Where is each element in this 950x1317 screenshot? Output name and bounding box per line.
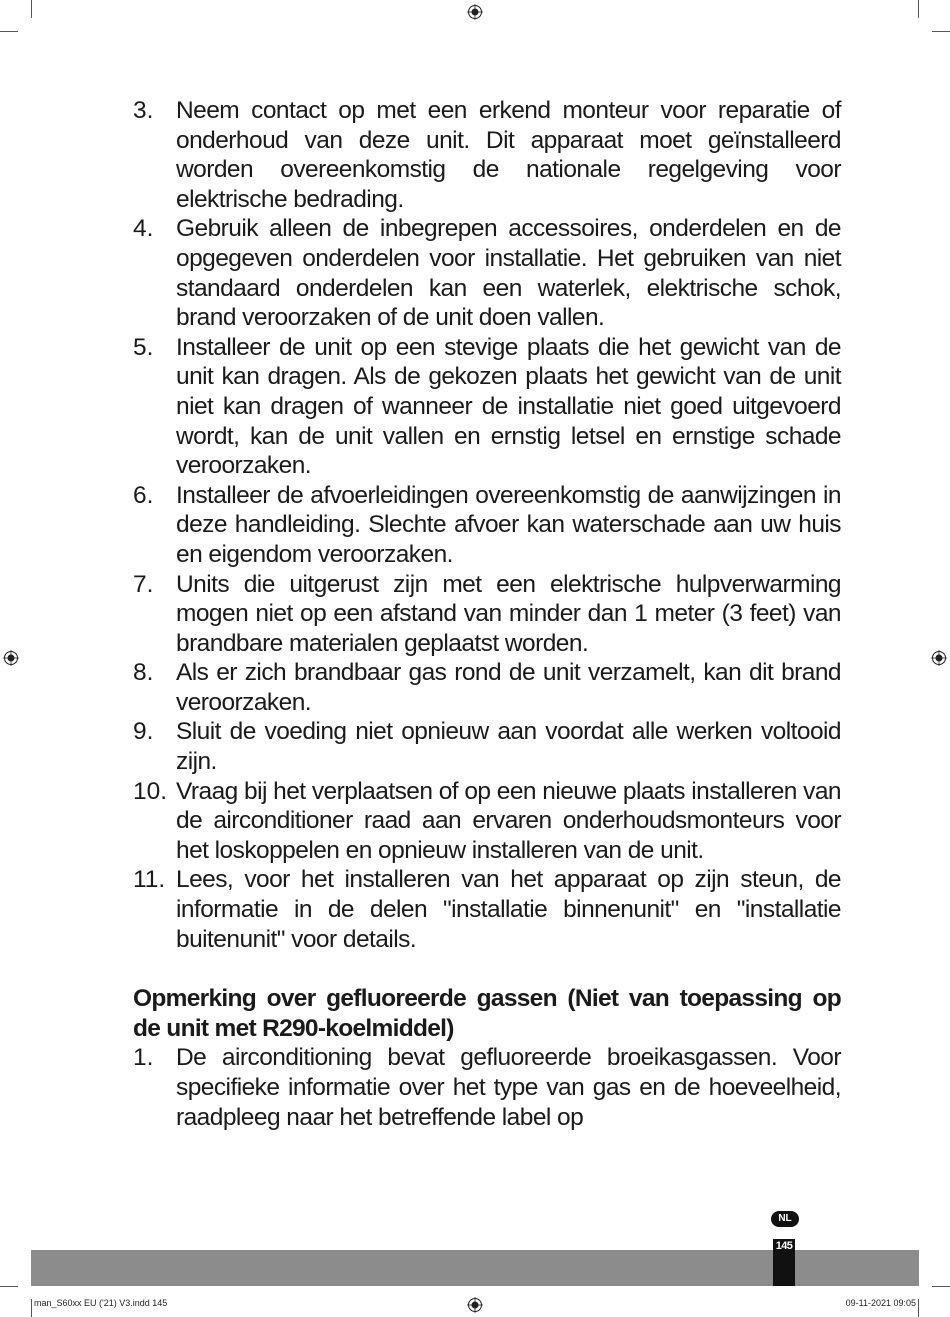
- list-text: Sluit de voeding niet opnieuw aan voordat alle werken voltooid zijn.: [176, 718, 841, 776]
- crop-mark: [31, 1299, 32, 1317]
- date-slug: 09-11-2021 09:05: [845, 1298, 916, 1308]
- list-item: [133, 865, 841, 954]
- list-text: Units die uitgerust zijn met een elektrische hulpverwarming mogen niet op een afstand van minder dan 1 meter (3 feet) van brandbare materialen geplaatst worden.: [176, 570, 841, 657]
- file-slug: man_S60xx EU ('21) V3.indd 145: [34, 1298, 168, 1308]
- list-number: 7.: [133, 570, 154, 598]
- registration-mark-icon: [931, 650, 947, 666]
- crop-mark: [918, 1299, 919, 1317]
- list-item: [133, 214, 841, 332]
- crop-mark: [0, 31, 18, 32]
- list-number: 3.: [133, 97, 154, 124]
- crop-mark: [932, 1286, 950, 1287]
- crop-mark: [0, 1286, 18, 1287]
- registration-mark-icon: [3, 650, 19, 666]
- list-text: Als er zich brandbaar gas rond de unit verzamelt, kan dit brand veroorzaken.: [176, 659, 841, 716]
- list-text: Installeer de afvoerleidingen overeenkomstig de aanwijzingen in deze handleiding. Slechte afvoer kan waterschade aan uw huis en eigendom veroorzaken.: [176, 481, 841, 568]
- list-text: Vraag bij het verplaatsen of op een nieuwe plaats installeren van de airconditioner raad aan ervaren onderhoudsmonteurs voor het loskoppelen en opnieuw installeren van de unit.: [176, 777, 841, 864]
- list-item: [133, 658, 841, 717]
- list-text: De airconditioning bevat gefluoreerde broeikasgassen. Voor specifieke informatie over het type van gas en de hoeveelheid, raadpleeg naar het betreffende label op: [176, 1044, 841, 1131]
- list-item: [133, 1043, 841, 1132]
- list-item: [133, 717, 841, 776]
- list-text: Lees, voor het installeren van het apparaat op zijn steun, de informatie in de delen "installatie binnenunit" en "installatie buitenunit" voor details.: [176, 866, 841, 953]
- list-number: 11.: [133, 866, 166, 894]
- list-number: 10.: [133, 777, 168, 805]
- crop-mark: [918, 0, 919, 18]
- list-number: 1.: [133, 1044, 154, 1072]
- list-number: 4.: [133, 215, 154, 243]
- list-text: Neem contact op met een erkend monteur voor reparatie of onderhoud van deze unit. Dit apparaat moet geïnstalleerd worden overeenkomstig de nationale regelgeving voor elektrische bedrading.: [176, 97, 841, 213]
- list-text: Installeer de unit op een stevige plaats die het gewicht van de unit kan dragen. Als de gekozen plaats het gewicht van de unit niet kan dragen of wanneer de installatie niet goed uitgevoerd wordt, kan de unit vallen en ernstig letsel en ernstige schade veroorzaken.: [176, 333, 841, 480]
- list-number: 5.: [133, 333, 154, 361]
- list-item: [133, 96, 841, 214]
- list-number: 8.: [133, 659, 154, 687]
- list-text: Gebruik alleen de inbegrepen accessoires, onderdelen en de opgegeven onderdelen voor installatie. Het gebruiken van niet standaard onderdelen kan een waterlek, elektrische schok, brand veroorzaken of de unit doen vallen.: [176, 215, 841, 332]
- section-heading: Opmerking over gefluoreerde gassen (Niet van toepassing op de unit met R290-koelmiddel): [133, 985, 841, 1042]
- registration-mark-icon: [467, 1297, 483, 1313]
- page-number: 145: [775, 1240, 793, 1252]
- list-item: [133, 481, 841, 570]
- document-body: [133, 96, 841, 1132]
- language-badge: NL: [771, 1211, 799, 1227]
- list-item: [133, 777, 841, 866]
- crop-mark: [31, 0, 32, 18]
- list-item: [133, 333, 841, 481]
- list-number: 6.: [133, 481, 154, 509]
- crop-mark: [932, 31, 950, 32]
- list-item: [133, 570, 841, 659]
- list-number: 9.: [133, 718, 154, 746]
- registration-mark-icon: [467, 4, 483, 20]
